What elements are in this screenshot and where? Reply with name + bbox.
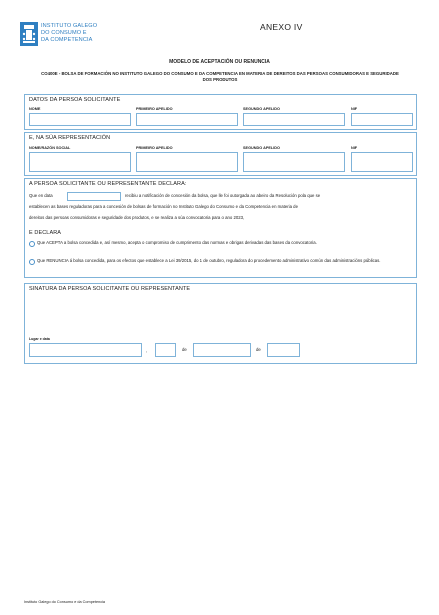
accept-option-text: Que ACEPTA a bolsa concedida e, así mesmo, acepta o compromiso de cumprimento das normas e obrigas derivadas das bases da convocatoria. xyxy=(37,240,317,245)
nif-field[interactable] xyxy=(351,113,413,126)
declaration-line-1: recibiu a notificación de concesión da bolsa, que lle foi outorgada ao abeiro da Resolución pola que se xyxy=(125,193,321,198)
applicant-panel xyxy=(24,94,417,130)
declaration-line-3: dereitos das persoas consumidoras e seguridade dos produtos, e se realiza a súa convocatoria para o ano 2023, xyxy=(29,215,245,220)
renounce-radio[interactable] xyxy=(29,259,35,265)
logo-line: INSTITUTO GALEGO xyxy=(41,23,98,29)
footer-text: Instituto Galego do Consumo e da Competencia xyxy=(24,600,106,604)
place-date-label: Lugar e data xyxy=(29,337,50,341)
month-field[interactable] xyxy=(193,343,251,357)
second-surname-label: SEGUNDO APELIDO xyxy=(243,107,280,111)
signature-panel xyxy=(24,283,417,364)
place-field[interactable] xyxy=(29,343,142,357)
rep-second-surname-field[interactable] xyxy=(243,152,345,172)
renounce-option-text: Que RENUNCIA á bolsa concedida, para os efectos que establece a Lei 39/2015, do 1 de outubro, reguladora do procedemento administrativo común das administracións públicas. xyxy=(37,258,381,263)
signature-title: SINATURA DA PERSOA SOLICITANTE OU REPRESENTANTE xyxy=(29,286,191,292)
declaration-title: A PERSOA SOLICITANTE OU REPRESENTANTE DECLARA: xyxy=(29,181,187,187)
applicant-title: DATOS DA PERSOA SOLICITANTE xyxy=(29,97,121,103)
de-text-1: de xyxy=(182,347,187,352)
form-title: MODELO DE ACEPTACIÓN OU RENUNCIA xyxy=(169,59,270,65)
rep-second-surname-label: SEGUNDO APELIDO xyxy=(243,146,280,150)
year-field[interactable] xyxy=(267,343,300,357)
company-name-label: NOME/RAZÓN SOCIAL xyxy=(29,146,71,150)
logo-text xyxy=(41,23,97,44)
form-subtitle: CO400E - BOLSA DE FORMACIÓN NO INSTITUTO GALEGO DO CONSUMO E DA COMPETENCIA EN MATERIA DE DEREITOS DAS PERSOAS CONSUMIDORAS E SEGURIDADE DOS PRODUTOS xyxy=(41,71,399,82)
rep-nif-field[interactable] xyxy=(351,152,413,172)
que-en-data-text: Que en data xyxy=(29,193,53,198)
comma-text: , xyxy=(146,348,148,353)
representative-title: E, NA SÚA REPRESENTACIÓN xyxy=(29,135,111,141)
institution-logo xyxy=(20,22,120,50)
first-surname-field[interactable] xyxy=(136,113,238,126)
representative-panel xyxy=(24,132,417,176)
annex-label: ANEXO IV xyxy=(260,22,303,32)
logo-line: DA COMPETENCIA xyxy=(41,37,93,43)
notification-date-field[interactable] xyxy=(67,192,121,201)
first-surname-label: PRIMEIRO APELIDO xyxy=(136,107,173,111)
second-surname-field[interactable] xyxy=(243,113,345,126)
day-field[interactable] xyxy=(155,343,176,357)
nif-label: NIF xyxy=(351,107,358,111)
logo-line: DO CONSUMO E xyxy=(41,30,87,36)
e-declara-heading: E DECLARA xyxy=(29,230,62,236)
name-field[interactable] xyxy=(29,113,131,126)
company-name-field[interactable] xyxy=(29,152,131,172)
declaration-line-2: establecen as bases reguladoras para a concesión de bolsas de formación no Instituto Galego do Consumo e da Competencia en materia de xyxy=(29,204,298,209)
rep-nif-label: NIF xyxy=(351,146,358,150)
de-text-2: de xyxy=(256,347,261,352)
rep-first-surname-field[interactable] xyxy=(136,152,238,172)
galicia-emblem-icon xyxy=(20,22,38,46)
rep-first-surname-label: PRIMEIRO APELIDO xyxy=(136,146,173,150)
declaration-panel xyxy=(24,178,417,278)
accept-radio[interactable] xyxy=(29,241,35,247)
name-label: NOME xyxy=(29,107,41,111)
